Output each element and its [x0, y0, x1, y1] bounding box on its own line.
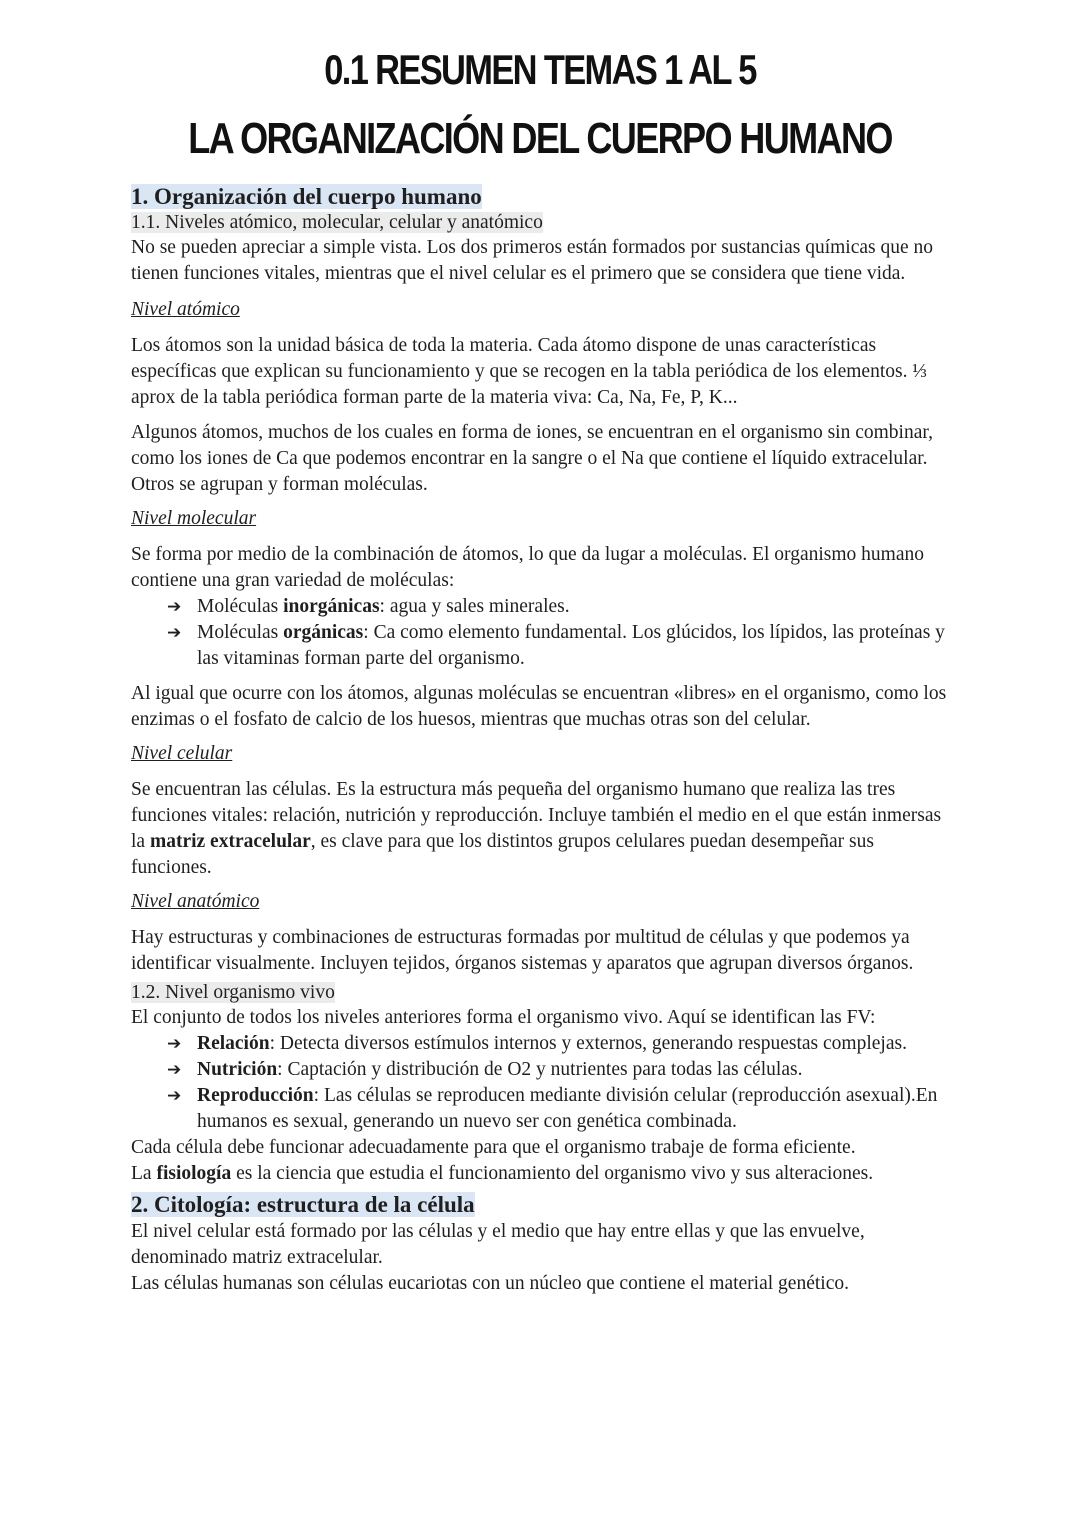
page-subtitle: LA ORGANIZACIÓN DEL CUERPO HUMANO	[188, 114, 892, 163]
molecular-paragraph-1: Se forma por medio de la combinación de átomos, lo que da lugar a moléculas. El organismo humano contiene una gran variedad de moléculas:	[131, 544, 924, 591]
arrow-icon: ➔	[167, 1060, 182, 1080]
subsection-heading-1-1: 1.1. Niveles atómico, molecular, celular y anatómico	[131, 212, 543, 233]
atomic-paragraph-1: Los átomos son la unidad básica de toda la materia. Cada átomo dispone de unas características específicas que explican su funcionamiento y que se recogen en la tabla periódica de los elementos. ⅓ aprox de la tabla periódica forman parte de la materia viva: Ca, Na, Fe, P, K...	[131, 335, 927, 408]
subheading-cellular: Nivel celular	[131, 743, 233, 764]
closing-paragraph-1: Cada célula debe funcionar adecuadamente para que el organismo trabaje de forma eficiente.	[131, 1137, 856, 1158]
arrow-icon: ➔	[167, 623, 182, 643]
list-item: ➔ Moléculas inorgánicas: agua y sales minerales.	[167, 594, 956, 620]
organism-paragraph: El conjunto de todos los niveles anteriores forma el organismo vivo. Aquí se identifican las FV:	[131, 1007, 876, 1028]
anatomic-paragraph: Hay estructuras y combinaciones de estructuras formadas por multitud de células y que podemos ya identificar visualmente. Incluyen tejidos, órganos sistemas y aparatos que agrupan diversos órganos.	[131, 927, 914, 974]
atomic-paragraph-2: Algunos átomos, muchos de los cuales en forma de iones, se encuentran en el organismo sin combinar, como los iones de Ca que podemos encontrar en la sangre o el Na que contiene el líquido extracelular. Otros se agrupan y forman moléculas.	[131, 422, 933, 495]
list-item: ➔ Moléculas orgánicas: Ca como elemento fundamental. Los glúcidos, los lípidos, las proteínas y las vitaminas forman parte del organismo.	[167, 622, 945, 669]
cytology-paragraph-1: El nivel celular está formado por las células y el medio que hay entre ellas y que las envuelve, denominado matriz extracelular.	[131, 1221, 865, 1268]
intro-paragraph: No se pueden apreciar a simple vista. Los dos primeros están formados por sustancias químicas que no tienen funciones vitales, mientras que el nivel celular es el primero que se considera que tiene vida.	[131, 237, 934, 284]
document-body	[131, 183, 956, 1297]
arrow-icon: ➔	[167, 1034, 182, 1054]
list-item: ➔ Reproducción: Las células se reproducen mediante división celular (reproducción asexual).En humanos es sexual, generando un nuevo ser con genética combinada.	[167, 1085, 938, 1132]
arrow-icon: ➔	[167, 1086, 182, 1106]
cytology-paragraph-2: Las células humanas son células eucariotas con un núcleo que contiene el material genético.	[131, 1273, 849, 1294]
subheading-anatomic: Nivel anatómico	[131, 891, 260, 912]
section-heading-1: 1. Organización del cuerpo humano	[131, 184, 482, 209]
list-item: ➔ Nutrición: Captación y distribución de O2 y nutrientes para todas las células.	[167, 1057, 956, 1083]
molecule-list	[131, 594, 956, 672]
arrow-icon: ➔	[167, 597, 182, 617]
cellular-paragraph: Se encuentran las células. Es la estructura más pequeña del organismo humano que realiza las tres funciones vitales: relación, nutrición y reproducción. Incluye también el medio en el que están inmersas la matriz extracelular, es clave para que los distintos grupos celulares puedan desempeñar sus funciones.	[131, 779, 942, 878]
closing-paragraph-2: La fisiología es la ciencia que estudia el funcionamiento del organismo vivo y sus alteraciones.	[131, 1163, 874, 1184]
page-title: 0.1 RESUMEN TEMAS 1 AL 5	[324, 46, 756, 93]
vital-functions-list	[131, 1031, 956, 1135]
list-item: ➔ Relación: Detecta diversos estímulos internos y externos, generando respuestas complejas.	[167, 1031, 956, 1057]
subheading-atomic: Nivel atómico	[131, 299, 240, 320]
section-heading-2: 2. Citología: estructura de la célula	[131, 1192, 475, 1217]
molecular-paragraph-2: Al igual que ocurre con los átomos, algunas moléculas se encuentran «libres» en el organismo, como los enzimas o el fosfato de calcio de los huesos, mientras que muchas otras son del celular.	[131, 683, 947, 730]
subsection-heading-1-2: 1.2. Nivel organismo vivo	[131, 982, 335, 1003]
subheading-molecular: Nivel molecular	[131, 508, 257, 529]
